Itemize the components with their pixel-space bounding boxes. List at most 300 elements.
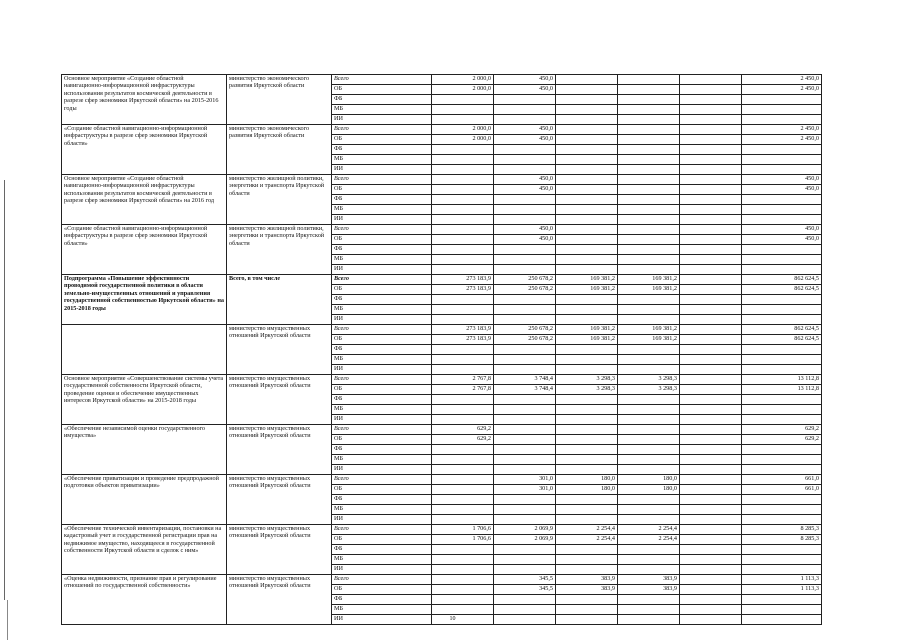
amount-cell <box>618 105 680 115</box>
amount-cell <box>680 585 742 595</box>
amount-cell <box>432 95 494 105</box>
amount-cell <box>680 115 742 125</box>
funding-source-cell: ФБ <box>332 145 432 155</box>
amount-cell <box>680 455 742 465</box>
amount-cell: 250 678,2 <box>494 335 556 345</box>
amount-cell <box>618 195 680 205</box>
amount-cell: 2 069,9 <box>494 525 556 535</box>
executor-cell: министерство имущественных отношений Иркутской области <box>227 475 332 525</box>
amount-cell <box>432 185 494 195</box>
amount-cell <box>494 365 556 375</box>
amount-cell <box>432 465 494 475</box>
funding-source-cell: ФБ <box>332 295 432 305</box>
amount-cell <box>556 225 618 235</box>
amount-cell <box>556 355 618 365</box>
funding-source-cell: ОБ <box>332 135 432 145</box>
amount-cell <box>494 505 556 515</box>
amount-cell <box>432 585 494 595</box>
amount-cell: 450,0 <box>494 125 556 135</box>
amount-cell: 661,0 <box>742 485 822 495</box>
amount-cell <box>618 235 680 245</box>
amount-cell <box>680 355 742 365</box>
amount-cell <box>494 395 556 405</box>
amount-cell <box>742 145 822 155</box>
amount-cell <box>680 465 742 475</box>
amount-cell <box>618 75 680 85</box>
funding-source-cell: ИИ <box>332 465 432 475</box>
amount-cell <box>618 405 680 415</box>
amount-cell: 450,0 <box>742 225 822 235</box>
funding-source-cell: ОБ <box>332 285 432 295</box>
amount-cell: 450,0 <box>494 185 556 195</box>
amount-cell <box>742 565 822 575</box>
amount-cell <box>494 515 556 525</box>
amount-cell <box>680 415 742 425</box>
amount-cell <box>742 595 822 605</box>
amount-cell <box>432 215 494 225</box>
executor-cell: министерство экономического развития Иркутской области <box>227 125 332 175</box>
amount-cell <box>556 505 618 515</box>
funding-source-cell: МБ <box>332 355 432 365</box>
funding-source-cell: ИИ <box>332 215 432 225</box>
amount-cell <box>680 335 742 345</box>
amount-cell <box>494 145 556 155</box>
amount-cell <box>618 365 680 375</box>
funding-source-cell: Всего <box>332 475 432 485</box>
amount-cell: 169 381,2 <box>556 325 618 335</box>
amount-cell <box>618 545 680 555</box>
amount-cell <box>618 555 680 565</box>
amount-cell <box>742 105 822 115</box>
amount-cell <box>618 345 680 355</box>
amount-cell <box>556 195 618 205</box>
amount-cell <box>432 595 494 605</box>
funding-source-cell: Всего <box>332 225 432 235</box>
amount-cell <box>432 245 494 255</box>
amount-cell <box>494 545 556 555</box>
funding-source-cell: Всего <box>332 375 432 385</box>
table-row <box>62 75 822 85</box>
amount-cell <box>742 195 822 205</box>
amount-cell <box>494 415 556 425</box>
amount-cell <box>556 495 618 505</box>
amount-cell <box>618 315 680 325</box>
amount-cell <box>432 225 494 235</box>
amount-cell <box>618 205 680 215</box>
funding-source-cell: ИИ <box>332 415 432 425</box>
amount-cell <box>680 425 742 435</box>
amount-cell <box>618 505 680 515</box>
amount-cell: 8 285,3 <box>742 525 822 535</box>
amount-cell <box>556 465 618 475</box>
amount-cell <box>680 485 742 495</box>
amount-cell <box>618 215 680 225</box>
amount-cell <box>432 165 494 175</box>
amount-cell <box>742 315 822 325</box>
amount-cell: 180,0 <box>556 485 618 495</box>
funding-source-cell: ФБ <box>332 345 432 355</box>
amount-cell <box>742 215 822 225</box>
funding-source-cell: Всего <box>332 575 432 585</box>
funding-source-cell: ФБ <box>332 95 432 105</box>
amount-cell: 3 298,3 <box>556 375 618 385</box>
amount-cell <box>680 535 742 545</box>
amount-cell <box>680 295 742 305</box>
funding-source-cell: МБ <box>332 505 432 515</box>
amount-cell <box>556 105 618 115</box>
amount-cell <box>680 495 742 505</box>
amount-cell: 2 450,0 <box>742 125 822 135</box>
amount-cell <box>494 265 556 275</box>
funding-source-cell: ИИ <box>332 315 432 325</box>
amount-cell <box>494 155 556 165</box>
funding-source-cell: ИИ <box>332 565 432 575</box>
amount-cell: 169 381,2 <box>618 335 680 345</box>
amount-cell <box>494 555 556 565</box>
amount-cell: 180,0 <box>556 475 618 485</box>
amount-cell <box>432 565 494 575</box>
amount-cell <box>680 245 742 255</box>
table-row <box>62 175 822 185</box>
amount-cell <box>680 85 742 95</box>
funding-source-cell: ФБ <box>332 545 432 555</box>
amount-cell: 629,2 <box>432 435 494 445</box>
amount-cell <box>618 465 680 475</box>
amount-cell <box>742 415 822 425</box>
amount-cell <box>432 405 494 415</box>
amount-cell: 1 113,3 <box>742 575 822 585</box>
amount-cell <box>680 185 742 195</box>
measure-name-cell: «Обеспечение приватизации и проведение предпродажной подготовки объектов приватизации» <box>62 475 227 525</box>
amount-cell <box>618 245 680 255</box>
amount-cell <box>556 175 618 185</box>
amount-cell <box>432 475 494 485</box>
amount-cell <box>556 395 618 405</box>
amount-cell <box>556 315 618 325</box>
amount-cell: 450,0 <box>742 175 822 185</box>
amount-cell: 2 450,0 <box>742 85 822 95</box>
amount-cell <box>618 305 680 315</box>
amount-cell: 273 183,9 <box>432 285 494 295</box>
measure-name-cell: «Создание областной навигационно-информационной инфраструктуры в разрезе сфер экономики Иркутской области» <box>62 225 227 275</box>
measure-name-cell: «Создание областной навигационно-информационной инфраструктуры в разрезе сфер экономики Иркутской области» <box>62 125 227 175</box>
amount-cell <box>680 435 742 445</box>
amount-cell: 13 112,8 <box>742 385 822 395</box>
amount-cell <box>556 295 618 305</box>
amount-cell: 383,9 <box>618 585 680 595</box>
funding-source-cell: ФБ <box>332 445 432 455</box>
amount-cell: 169 381,2 <box>618 325 680 335</box>
amount-cell: 2 254,4 <box>618 535 680 545</box>
funding-source-cell: ФБ <box>332 395 432 405</box>
amount-cell: 3 748,4 <box>494 385 556 395</box>
amount-cell <box>680 235 742 245</box>
funding-source-cell: ИИ <box>332 615 432 625</box>
amount-cell: 450,0 <box>494 175 556 185</box>
amount-cell <box>494 445 556 455</box>
measure-name-cell: «Обеспечение независимой оценки государственного имущества» <box>62 425 227 475</box>
table-row <box>62 325 822 335</box>
amount-cell <box>556 185 618 195</box>
funding-source-cell: МБ <box>332 305 432 315</box>
amount-cell <box>432 515 494 525</box>
amount-cell <box>618 175 680 185</box>
amount-cell <box>680 605 742 615</box>
amount-cell: 862 624,5 <box>742 275 822 285</box>
measure-name-cell: Основное мероприятие «Создание областной навигационно-информационной инфраструктуры использования результатов космической деятельности в разрезе сфер экономики Иркутской области» на 2016 год <box>62 175 227 225</box>
amount-cell <box>742 465 822 475</box>
amount-cell <box>742 165 822 175</box>
amount-cell <box>494 565 556 575</box>
amount-cell: 629,2 <box>432 425 494 435</box>
amount-cell <box>680 95 742 105</box>
amount-cell <box>432 235 494 245</box>
amount-cell: 169 381,2 <box>556 275 618 285</box>
amount-cell <box>680 275 742 285</box>
amount-cell: 301,0 <box>494 485 556 495</box>
funding-source-cell: Всего <box>332 75 432 85</box>
table-row <box>62 475 822 485</box>
funding-source-cell: ОБ <box>332 585 432 595</box>
amount-cell <box>432 555 494 565</box>
funding-source-cell: МБ <box>332 155 432 165</box>
executor-cell: министерство имущественных отношений Иркутской области <box>227 325 332 375</box>
amount-cell <box>618 435 680 445</box>
budget-table <box>61 74 822 625</box>
amount-cell <box>432 355 494 365</box>
amount-cell: 862 624,5 <box>742 285 822 295</box>
amount-cell <box>618 155 680 165</box>
amount-cell <box>494 345 556 355</box>
amount-cell <box>556 555 618 565</box>
measure-name-cell: Основное мероприятие «Совершенствование системы учета государственной собственности Иркутской области, проведение оценки и обеспечение имущественных интересов Иркутской области» на 2015-2018 годы <box>62 375 227 425</box>
amount-cell <box>556 245 618 255</box>
executor-cell: министерство имущественных отношений Иркутской области <box>227 425 332 475</box>
amount-cell <box>742 265 822 275</box>
table-row <box>62 375 822 385</box>
amount-cell <box>494 425 556 435</box>
amount-cell <box>556 345 618 355</box>
amount-cell: 3 748,4 <box>494 375 556 385</box>
amount-cell <box>556 405 618 415</box>
amount-cell <box>494 315 556 325</box>
funding-source-cell: Всего <box>332 125 432 135</box>
amount-cell <box>556 415 618 425</box>
amount-cell <box>432 415 494 425</box>
amount-cell <box>556 425 618 435</box>
amount-cell <box>556 365 618 375</box>
amount-cell <box>680 475 742 485</box>
amount-cell: 383,9 <box>556 575 618 585</box>
amount-cell <box>680 285 742 295</box>
table-row <box>62 575 822 585</box>
amount-cell <box>432 115 494 125</box>
amount-cell: 2 000,0 <box>432 85 494 95</box>
amount-cell <box>742 95 822 105</box>
amount-cell <box>432 545 494 555</box>
executor-cell: министерство имущественных отношений Иркутской области <box>227 375 332 425</box>
amount-cell <box>618 295 680 305</box>
amount-cell: 169 381,2 <box>556 285 618 295</box>
amount-cell <box>494 195 556 205</box>
funding-source-cell: МБ <box>332 555 432 565</box>
amount-cell <box>680 445 742 455</box>
amount-cell <box>618 225 680 235</box>
funding-source-cell: ФБ <box>332 595 432 605</box>
funding-source-cell: ОБ <box>332 335 432 345</box>
funding-source-cell: ОБ <box>332 385 432 395</box>
amount-cell <box>556 255 618 265</box>
funding-source-cell: ОБ <box>332 435 432 445</box>
amount-cell <box>680 545 742 555</box>
amount-cell <box>556 165 618 175</box>
amount-cell <box>556 205 618 215</box>
amount-cell: 629,2 <box>742 435 822 445</box>
funding-source-cell: ИИ <box>332 115 432 125</box>
funding-source-cell: МБ <box>332 405 432 415</box>
amount-cell <box>680 595 742 605</box>
funding-source-cell: ФБ <box>332 245 432 255</box>
funding-source-cell: ОБ <box>332 235 432 245</box>
amount-cell: 2 254,4 <box>618 525 680 535</box>
amount-cell <box>432 255 494 265</box>
amount-cell <box>742 455 822 465</box>
amount-cell: 180,0 <box>618 485 680 495</box>
amount-cell: 661,0 <box>742 475 822 485</box>
measure-name-cell: «Оценка недвижимости, признание прав и регулирование отношений по государственной собственности» <box>62 575 227 625</box>
amount-cell: 2 000,0 <box>432 125 494 135</box>
amount-cell <box>742 495 822 505</box>
amount-cell <box>556 235 618 245</box>
amount-cell <box>556 515 618 525</box>
executor-cell: министерство экономического развития Иркутской области <box>227 75 332 125</box>
amount-cell <box>556 115 618 125</box>
funding-source-cell: МБ <box>332 105 432 115</box>
amount-cell: 273 183,9 <box>432 335 494 345</box>
amount-cell: 8 285,3 <box>742 535 822 545</box>
funding-source-cell: ИИ <box>332 165 432 175</box>
amount-cell <box>618 415 680 425</box>
amount-cell <box>680 105 742 115</box>
amount-cell <box>742 505 822 515</box>
amount-cell <box>618 565 680 575</box>
amount-cell <box>742 205 822 215</box>
amount-cell <box>618 145 680 155</box>
amount-cell <box>680 215 742 225</box>
amount-cell <box>432 365 494 375</box>
amount-cell <box>618 85 680 95</box>
amount-cell: 862 624,5 <box>742 325 822 335</box>
amount-cell <box>680 305 742 315</box>
amount-cell: 862 624,5 <box>742 335 822 345</box>
amount-cell: 383,9 <box>556 585 618 595</box>
amount-cell: 250 678,2 <box>494 285 556 295</box>
amount-cell <box>494 305 556 315</box>
amount-cell <box>494 455 556 465</box>
amount-cell <box>680 395 742 405</box>
amount-cell <box>494 105 556 115</box>
amount-cell <box>432 445 494 455</box>
amount-cell <box>742 155 822 165</box>
amount-cell <box>432 145 494 155</box>
amount-cell <box>556 135 618 145</box>
amount-cell: 450,0 <box>494 135 556 145</box>
amount-cell: 2 450,0 <box>742 135 822 145</box>
funding-source-cell: Всего <box>332 175 432 185</box>
amount-cell: 2 767,8 <box>432 385 494 395</box>
funding-source-cell: ОБ <box>332 85 432 95</box>
funding-source-cell: ФБ <box>332 495 432 505</box>
amount-cell <box>680 385 742 395</box>
amount-cell <box>742 605 822 615</box>
amount-cell <box>618 395 680 405</box>
funding-source-cell: Всего <box>332 525 432 535</box>
amount-cell <box>742 355 822 365</box>
amount-cell <box>680 515 742 525</box>
amount-cell: 2 450,0 <box>742 75 822 85</box>
amount-cell <box>742 305 822 315</box>
amount-cell <box>494 605 556 615</box>
amount-cell: 450,0 <box>494 75 556 85</box>
amount-cell <box>494 215 556 225</box>
funding-source-cell: Всего <box>332 425 432 435</box>
amount-cell: 1 706,6 <box>432 535 494 545</box>
amount-cell <box>494 295 556 305</box>
amount-cell: 169 381,2 <box>556 335 618 345</box>
amount-cell <box>556 85 618 95</box>
measure-name-cell: Подпрограмма «Повышение эффективности проводимой государственной политики в области земельно-имущественных отношений и управления государственной собственностью Иркутской области» на 2015-2018 годы <box>62 275 227 325</box>
amount-cell: 450,0 <box>494 225 556 235</box>
funding-source-cell: ОБ <box>332 485 432 495</box>
amount-cell <box>432 155 494 165</box>
amount-cell: 450,0 <box>494 235 556 245</box>
funding-source-cell: МБ <box>332 255 432 265</box>
amount-cell <box>494 405 556 415</box>
measure-name-cell: Основное мероприятие «Создание областной навигационно-информационной инфраструктуры использования результатов космической деятельности в разрезе сфер экономики Иркутской области» на 2015-2016 годы <box>62 75 227 125</box>
amount-cell <box>618 425 680 435</box>
amount-cell <box>556 605 618 615</box>
amount-cell <box>742 405 822 415</box>
amount-cell <box>680 145 742 155</box>
amount-cell <box>494 255 556 265</box>
executor-cell: министерство имущественных отношений Иркутской области <box>227 525 332 575</box>
amount-cell: 273 183,9 <box>432 325 494 335</box>
amount-cell: 450,0 <box>742 185 822 195</box>
amount-cell: 345,5 <box>494 575 556 585</box>
amount-cell <box>680 265 742 275</box>
funding-source-cell: ОБ <box>332 535 432 545</box>
amount-cell: 2 000,0 <box>432 75 494 85</box>
amount-cell <box>742 545 822 555</box>
amount-cell <box>742 115 822 125</box>
amount-cell <box>494 355 556 365</box>
amount-cell <box>494 465 556 475</box>
amount-cell <box>494 115 556 125</box>
amount-cell: 301,0 <box>494 475 556 485</box>
amount-cell <box>556 75 618 85</box>
amount-cell: 273 183,9 <box>432 275 494 285</box>
funding-source-cell: МБ <box>332 455 432 465</box>
amount-cell: 250 678,2 <box>494 325 556 335</box>
amount-cell <box>556 435 618 445</box>
executor-cell: министерство жилищной политики, энергетики и транспорта Иркутской области <box>227 225 332 275</box>
amount-cell: 250 678,2 <box>494 275 556 285</box>
amount-cell <box>556 95 618 105</box>
amount-cell: 2 254,4 <box>556 525 618 535</box>
amount-cell <box>556 125 618 135</box>
amount-cell <box>432 485 494 495</box>
amount-cell: 450,0 <box>494 85 556 95</box>
